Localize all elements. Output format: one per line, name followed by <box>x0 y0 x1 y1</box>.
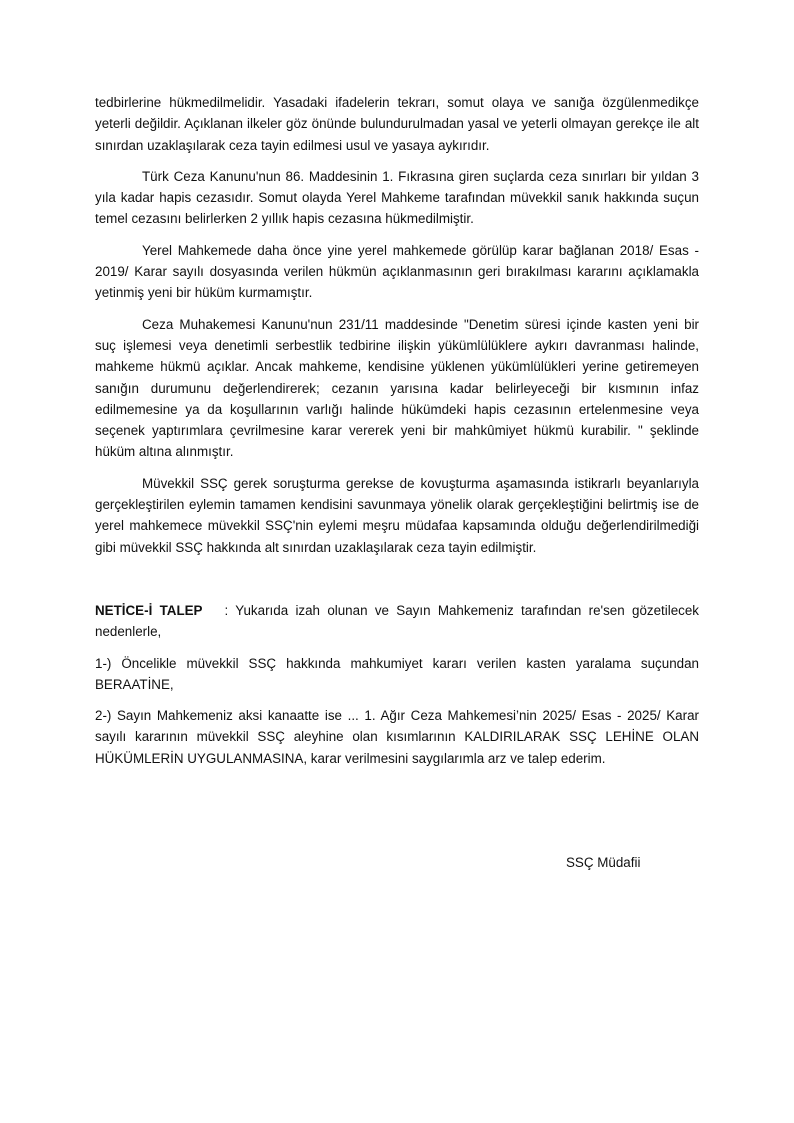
section-spacer <box>95 568 699 600</box>
document-body <box>95 92 699 779</box>
paragraph-tck-86: Türk Ceza Kanunu'nun 86. Maddesinin 1. Fıkrasına giren suçlarda ceza sınırları bir yıldan 3 yıla kadar hapis cezasıdır. Somut olayda Yerel Mahkeme tarafından müvekkil sanık hakkında suçun temel cezasını belirlerken 2 yıllık hapis cezasına hükmedilmiştir. <box>95 168 699 227</box>
paragraph-previous-decision: Yerel Mahkemede daha önce yine yerel mahkemede görülüp karar bağlanan 2018/ Esas - 2019/ Karar sayılı dosyasında verilen hükmün açıklanmasının geri bırakılması kararını açıklamakla yetinmiş yeni bir hüküm kurmamıştır. <box>95 242 699 301</box>
request-item-reversal: 2-) Sayın Mahkemeniz aksi kanaatte ise ... 1. Ağır Ceza Mahkemesi’nin 2025/ Esas - 2025/ Karar sayılı kararının müvekkil SSÇ aleyhine olan kısımlarının KALDIRILARAK SSÇ LEHİNE OLAN HÜKÜMLERİN UYGULANMASINA, karar verilmesini saygılarımla arz ve talep ederim. <box>95 708 699 766</box>
request-item-acquittal: 1-) Öncelikle müvekkil SSÇ hakkında mahkumiyet kararı verilen kasten yaralama suçundan BERAATİNE, <box>95 655 699 692</box>
netice-talep-paragraph <box>95 600 699 643</box>
paragraph-cmk-231: Ceza Muhakemesi Kanunu'nun 231/11 maddesinde "Denetim süresi içinde kasten yeni bir suç işlemesi veya denetimli serbestlik tedbirine ilişkin yükümlülüklere aykırı davranması halinde, mahkeme hükmü açıklar. Ancak mahkeme, kendisine yüklenen yükümlülükleri yerine getiremeyen sanığın durumunu değerlendirerek; cezanın yarısına kadar belirleyeceği bir kısmının infaz edilmemesine ya da koşullarının varlığı halinde hükümdeki hapis cezasının ertelenmesine veya seçenek yaptırımlara çevrilmesine karar vererek yeni bir mahkûmiyet hükmü kurabilir. " şeklinde hüküm altına alınmıştır. <box>95 316 699 460</box>
paragraph-unlawful-sentence: tedbirlerine hükmedilmelidir. Yasadaki ifadelerin tekrarı, somut olaya ve sanığa özgülenmedikçe yeterli değildir. Açıklanan ilkeler göz önünde bulundurulmadan yasal ve yeterli olmayan gerekçe ile alt sınırdan uzaklaşılarak ceza tayin edilmesi usul ve yasaya aykırıdır. <box>95 95 699 153</box>
signature-line: SSÇ Müdafii <box>566 855 641 870</box>
paragraph-self-defense: Müvekkil SSÇ gerek soruşturma gerekse de kovuşturma aşamasında istikrarlı beyanlarıyla gerçekleştirilen eylemin tamamen kendisini savunmaya yönelik olarak gerçekleştiğini belirtmiş ise de yerel mahkemece müvekkil SSÇ'nin eylemi meşru müdafaa kapsamında olduğu değerlendirilmediği gibi müvekkil SSÇ hakkında alt sınırdan uzaklaşılarak ceza tayin edilmiştir. <box>95 475 699 555</box>
netice-talep-label: NETİCE-İ TALEP <box>95 602 203 618</box>
netice-talep-text: : Yukarıda izah olunan ve Sayın Mahkemeniz tarafından re'sen gözetilecek nedenlerle, <box>95 602 699 640</box>
